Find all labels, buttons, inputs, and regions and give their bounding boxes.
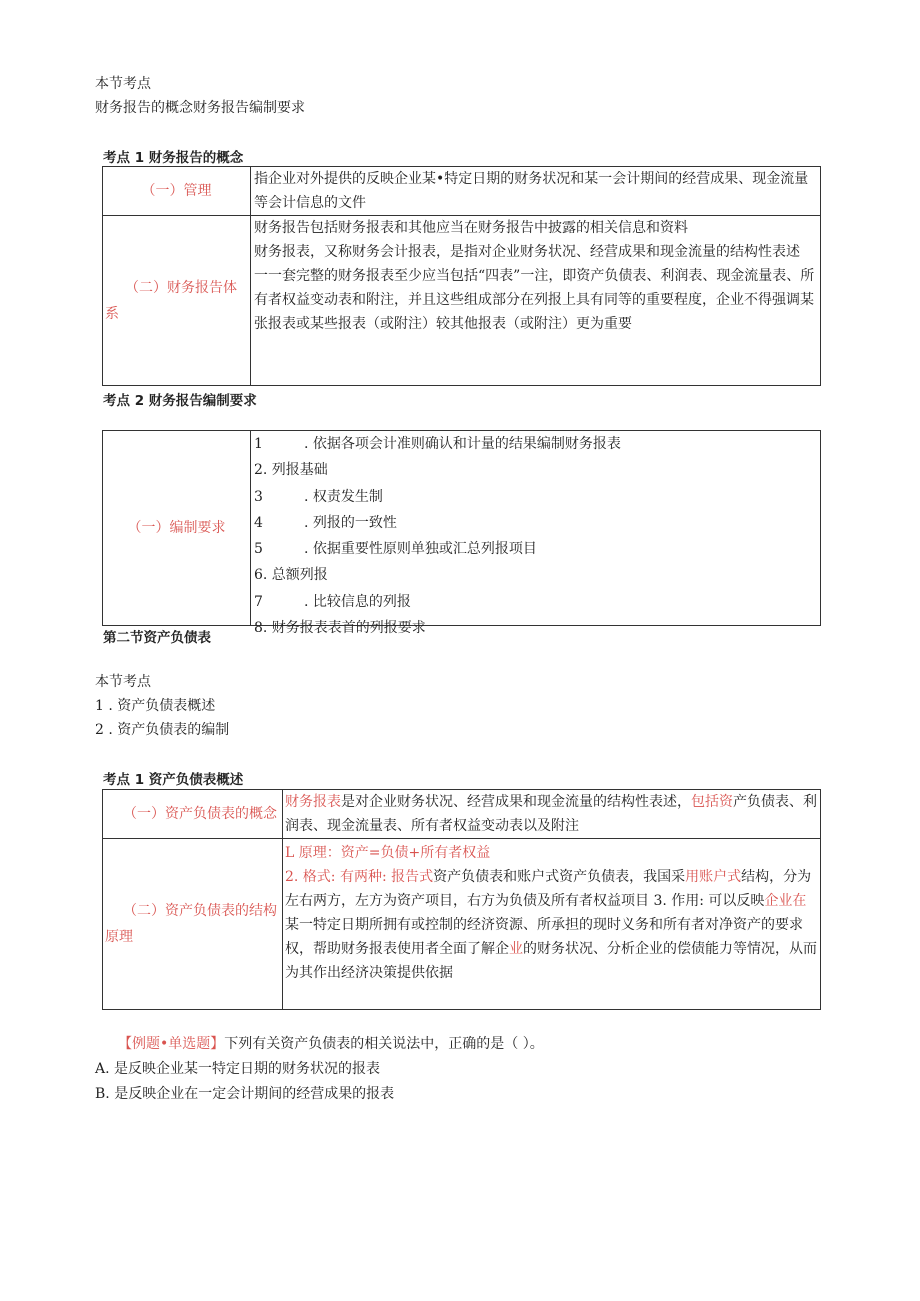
kp2-item: 3 . 权责发生制 (254, 488, 383, 505)
kp3-row2-label-cell (103, 839, 283, 1010)
kp1-row2-text-cell (251, 216, 821, 386)
kp1-row2-line: 财务报告包括财务报表和其他应当在财务报告中披露的相关信息和资料 (254, 220, 688, 236)
section2-item: 2 . 资产负债表的编制 (95, 722, 230, 738)
kp1-row1-text-cell (251, 167, 821, 216)
example-option: B. 是反映企业在一定会计期间的经营成果的报表 (95, 1086, 395, 1102)
kp3-title: 考点 1 资产负债表概述 (103, 772, 244, 788)
kp2-table (102, 430, 821, 637)
kp3-row2-label: （二）资产负债表的结构原理 (105, 903, 277, 945)
kp2-item: 5 . 依据重要性原则单独或汇总列报项目 (254, 541, 537, 558)
example-option: A. 是反映企业某一特定日期的财务状况的报表 (95, 1061, 381, 1077)
section-heading: 本节考点 (95, 76, 151, 92)
kp2-title: 考点 2 财务报告编制要求 (103, 393, 257, 409)
kp2-item: 6. 总额列报 (254, 567, 328, 584)
kp2-item: 8. 财务报表表首的列报要求 (254, 620, 426, 637)
kp1-row1-label: （一）管理 (141, 183, 212, 199)
kp3-row1-text: 财务报表是对企业财务状况、经营成果和现金流量的结构性表述，包括资产负债表、利润表、现金流量表、所有者权益变动表以及附注 (285, 794, 817, 834)
example-tag: 【例题•单选题】 (118, 1036, 225, 1052)
example-question (118, 1033, 544, 1055)
kp1-title: 考点 1 财务报告的概念 (103, 150, 244, 166)
kp2-item: 2. 列报基础 (254, 462, 328, 479)
example-question-text: 下列有关资产负债表的相关说法中，正确的是（ ）。 (224, 1036, 544, 1052)
kp3-row1-label: （一）资产负债表的概念 (123, 805, 277, 822)
kp2-list (251, 431, 820, 637)
kp1-row1-label-cell (103, 167, 251, 216)
kp2-item: 1 . 依据各项会计准则确认和计量的结果编制财务报表 (254, 436, 621, 452)
kp1-row2-label-cell (103, 216, 251, 386)
kp1-row1-text: 指企业对外提供的反映企业某•特定日期的财务状况和某一会计期间的经营成果、现金流量等会计信息的文件 (254, 171, 809, 211)
kp3-row2-text-cell (283, 839, 821, 1010)
kp2-label: （一）编制要求 (127, 520, 226, 536)
kp3-row1-label-cell (103, 790, 283, 839)
section2-item: 1 . 资产负债表概述 (95, 698, 216, 714)
kp1-table (102, 166, 821, 386)
kp3-row2-text: 2. 格式: 有两种: 报告式资产负债表和账户式资产负债表，我国采用账户式结构，分为左右两方，左方为资产项目，右方为负债及所有者权益项目 3. 作用: 可以反映企业在某一特定日期所拥有或控制的经济资源、所承担的现时义务和所有者对净资产的要求权，帮助财务报表使用者全面了解企业的财务状况、分析企业的偿债能力等情况，从而为其作出经济决策提供依据 (285, 869, 817, 981)
kp2-label-cell (103, 431, 251, 626)
kp2-list-cell (251, 431, 821, 637)
kp1-row2-line: 一一套完整的财务报表至少应当包括“四表”一注，即资产负债表、利润表、现金流量表、所有者权益变动表和附注，并且这些组成部分在列报上具有同等的重要程度，企业不得强调某张报表或某些报表（或附注）较其他报表（或附注）更为重要 (254, 268, 815, 332)
kp2-item: 7 . 比较信息的列报 (254, 593, 411, 610)
section-subtitle: 财务报告的概念财务报告编制要求 (95, 100, 305, 116)
kp2-item: 4 . 列报的一致性 (254, 514, 397, 531)
kp3-table (102, 789, 821, 1010)
kp3-row1-text-cell (283, 790, 821, 839)
kp1-row2-label: （二）财务报告体系 (105, 279, 237, 322)
section2-heading: 本节考点 (95, 674, 151, 690)
kp1-row2-line: 财务报表，又称财务会计报表，是指对企业财务状况、经营成果和现金流量的结构性表述 (254, 244, 800, 260)
kp3-row2-principle: L 原理：资产=负债+所有者权益 (285, 845, 491, 861)
section2-title: 第二节资产负债表 (103, 630, 211, 646)
